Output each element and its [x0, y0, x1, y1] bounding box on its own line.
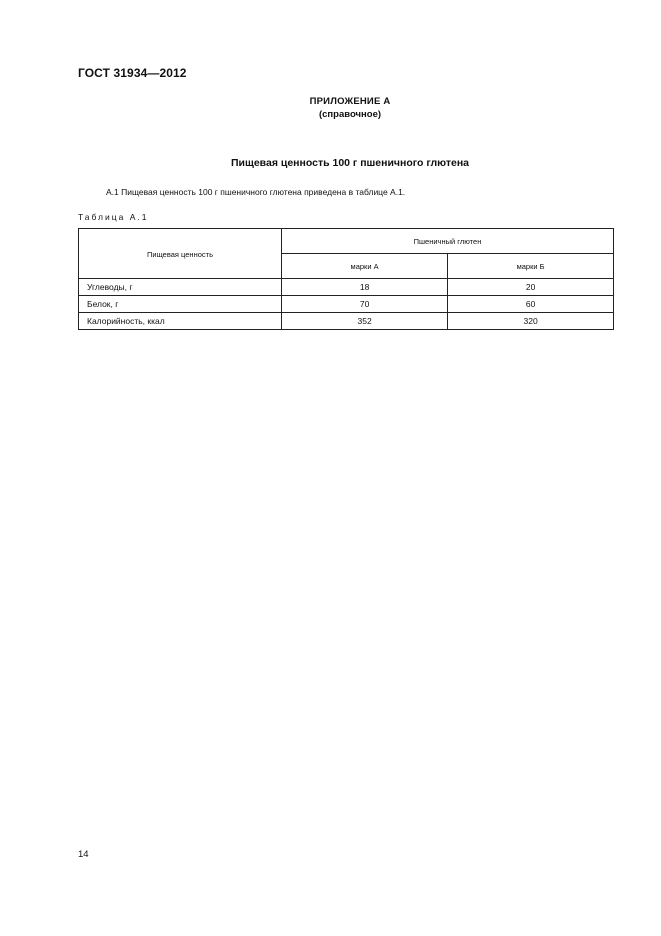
row-label: Калорийность, ккал [79, 313, 282, 330]
table-row [79, 279, 614, 296]
cell-grade-b: 320 [448, 313, 614, 330]
section-heading: Пищевая ценность 100 г пшеничного глютена [230, 157, 470, 169]
document-code: ГОСТ 31934—2012 [78, 66, 187, 80]
header-grade-a: марки А [282, 254, 448, 279]
table-row [79, 313, 614, 330]
row-label: Углеводы, г [79, 279, 282, 296]
appendix-title: ПРИЛОЖЕНИЕ А [309, 96, 391, 107]
cell-grade-b: 60 [448, 296, 614, 313]
header-nutritional-value [79, 229, 282, 279]
header-wheat-gluten: Пшеничный глютен [282, 229, 614, 254]
cell-grade-a: 18 [282, 279, 448, 296]
table-header-row [79, 229, 614, 254]
cell-grade-a: 352 [282, 313, 448, 330]
paragraph-a1: А.1 Пищевая ценность 100 г пшеничного глютена приведена в таблице А.1. [106, 187, 406, 197]
header-grade-b: марки Б [448, 254, 614, 279]
table-caption: Таблица А.1 [78, 212, 149, 222]
header-nutritional-value-label: Пищевая ценность [147, 249, 213, 259]
nutrition-table [78, 228, 614, 330]
table-row [79, 296, 614, 313]
appendix-subtitle: (справочное) [318, 109, 382, 120]
cell-grade-b: 20 [448, 279, 614, 296]
row-label: Белок, г [79, 296, 282, 313]
cell-grade-a: 70 [282, 296, 448, 313]
page-number: 14 [78, 849, 89, 860]
